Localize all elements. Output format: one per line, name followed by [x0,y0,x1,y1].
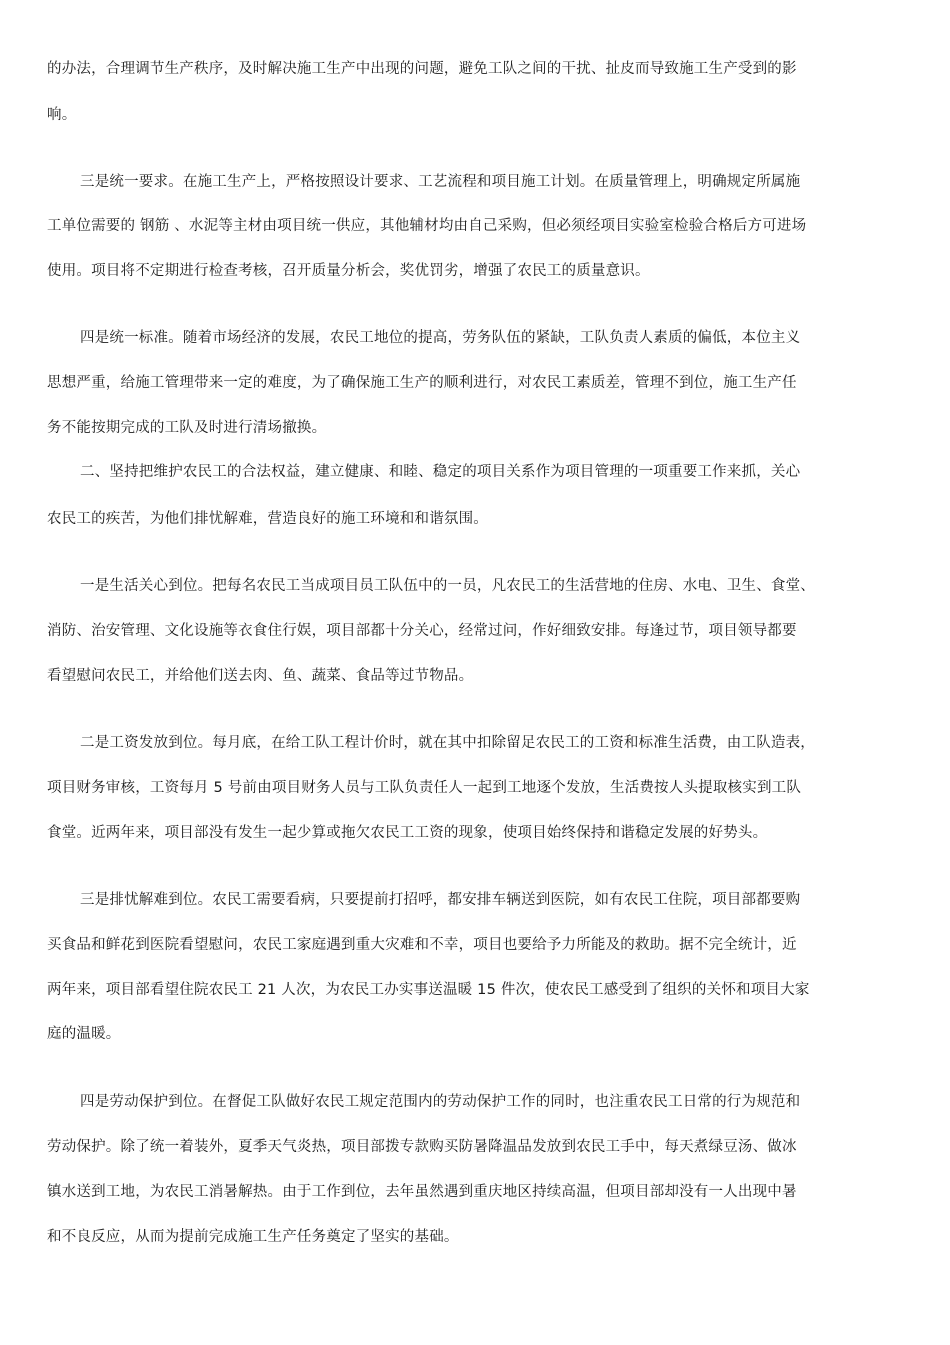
text-line: 的办法，合理调节生产秩序，及时解决施工生产中出现的问题，避免工队之间的干扰、扯皮而导致施工生产受到的影 [47,61,797,77]
text-line: 二是工资发放到位。每月底，在给工队工程计价时，就在其中扣除留足农民工的工资和标准生活费，由工队造表， [80,735,815,751]
text-line: 工单位需要的 钢筋 、水泥等主材由项目统一供应，其他辅材均由自己采购，但必须经项目实验室检验合格后方可进场 [47,218,807,234]
text-line: 三是统一要求。在施工生产上，严格按照设计要求、工艺流程和项目施工计划。在质量管理上，明确规定所属施 [80,174,801,190]
text-line: 消防、治安管理、文化设施等衣食住行娱，项目部都十分关心，经常过问，作好细致安排。每逢过节，项目领导都要 [47,623,797,639]
text-line: 二、坚持把维护农民工的合法权益，建立健康、和睦、稳定的项目关系作为项目管理的一项重要工作来抓，关心 [80,464,801,480]
text-line: 食堂。近两年来，项目部没有发生一起少算或拖欠农民工工资的现象，使项目始终保持和谐稳定发展的好势头。 [47,825,768,841]
text-line: 劳动保护。除了统一着装外，夏季天气炎热，项目部拨专款购买防暑降温品发放到农民工手中，每天煮绿豆汤、做冰 [47,1139,797,1155]
text-line: 买食品和鲜花到医院看望慰问，农民工家庭遇到重大灾难和不幸，项目也要给予力所能及的救助。据不完全统计，近 [47,937,797,953]
text-line: 镇水送到工地，为农民工消暑解热。由于工作到位，去年虽然遇到重庆地区持续高温，但项目部却没有一人出现中暑 [47,1184,797,1200]
text-line: 四是劳动保护到位。在督促工队做好农民工规定范围内的劳动保护工作的同时，也注重农民工日常的行为规范和 [80,1094,801,1110]
text-line: 农民工的疾苦，为他们排忧解难，营造良好的施工环境和和谐氛围。 [47,511,488,527]
text-line: 项目财务审核，工资每月 5 号前由项目财务人员与工队负责任人一起到工地逐个发放，生活费按人头提取核实到工队 [47,780,802,796]
text-line: 和不良反应，从而为提前完成施工生产任务奠定了坚实的基础。 [47,1229,459,1245]
text-line: 看望慰问农民工，并给他们送去肉、鱼、蔬菜、食品等过节物品。 [47,668,474,684]
text-line: 务不能按期完成的工队及时进行清场撤换。 [47,420,327,436]
text-line: 三是排忧解难到位。农民工需要看病，只要提前打招呼，都安排车辆送到医院，如有农民工住院，项目部都要购 [80,892,801,908]
text-line: 思想严重，给施工管理带来一定的难度，为了确保施工生产的顺利进行，对农民工素质差，管理不到位，施工生产任 [47,375,797,391]
text-line: 一是生活关心到位。把每名农民工当成项目员工队伍中的一员，凡农民工的生活营地的住房、水电、卫生、食堂、 [80,578,815,594]
text-line: 庭的温暖。 [47,1026,121,1042]
text-line: 使用。项目将不定期进行检查考核，召开质量分析会，奖优罚劣，增强了农民工的质量意识。 [47,263,650,279]
text-line: 响。 [47,107,77,123]
text-line: 两年来，项目部看望住院农民工 21 人次，为农民工办实事送温暖 15 件次，使农民工感受到了组织的关怀和项目大家 [47,982,810,998]
text-line: 四是统一标准。随着市场经济的发展，农民工地位的提高，劳务队伍的紧缺，工队负责人素质的偏低，本位主义 [80,330,801,346]
